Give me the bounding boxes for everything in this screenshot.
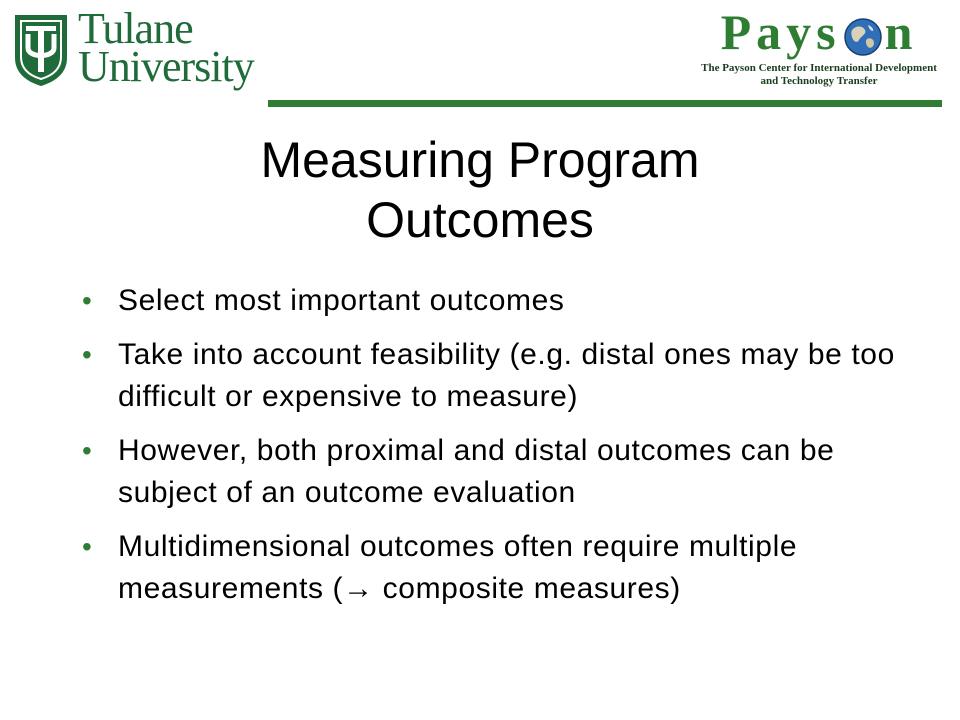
payson-center-logo xyxy=(690,4,948,94)
bullet-text-before: Multidimensional outcomes often require multiple measurements ( xyxy=(118,530,798,605)
payson-wordmark xyxy=(721,4,918,60)
bullet-dot-icon: • xyxy=(82,285,93,316)
bullet-list xyxy=(78,280,898,622)
tulane-wordmark xyxy=(78,4,254,91)
slide-title xyxy=(0,130,960,250)
slide-title-line1: Measuring Program xyxy=(260,132,700,188)
payson-subtitle-line1: The Payson Center for International Development xyxy=(701,62,937,74)
slide-title-line2: Outcomes xyxy=(366,192,594,248)
header-divider xyxy=(268,100,942,107)
tulane-university-logo xyxy=(12,4,262,98)
bullet-item xyxy=(78,280,898,322)
payson-subtitle xyxy=(690,62,948,88)
payson-word-prefix: Pays xyxy=(720,4,841,60)
bullet-item xyxy=(78,430,898,514)
university-word: University xyxy=(78,42,254,91)
payson-word-suffix: n xyxy=(884,4,918,60)
arrow-right-icon: → xyxy=(343,572,374,605)
globe-icon xyxy=(843,12,883,52)
bullet-dot-icon: • xyxy=(82,339,93,370)
bullet-item xyxy=(78,334,898,418)
tulane-shield-icon xyxy=(12,12,70,88)
tulane-word: Tulane xyxy=(78,4,193,53)
bullet-item xyxy=(78,526,898,610)
bullet-text-after: composite measures) xyxy=(373,572,681,605)
slide-header xyxy=(0,0,960,110)
bullet-text: Select most important outcomes xyxy=(118,284,565,317)
bullet-text: However, both proximal and distal outcomes can be subject of an outcome evaluation xyxy=(118,434,835,509)
bullet-dot-icon: • xyxy=(82,531,93,562)
payson-subtitle-line2: and Technology Transfer xyxy=(760,75,878,87)
bullet-dot-icon: • xyxy=(82,435,93,466)
bullet-text: Take into account feasibility (e.g. distal ones may be too difficult or expensive to measure) xyxy=(118,338,895,413)
